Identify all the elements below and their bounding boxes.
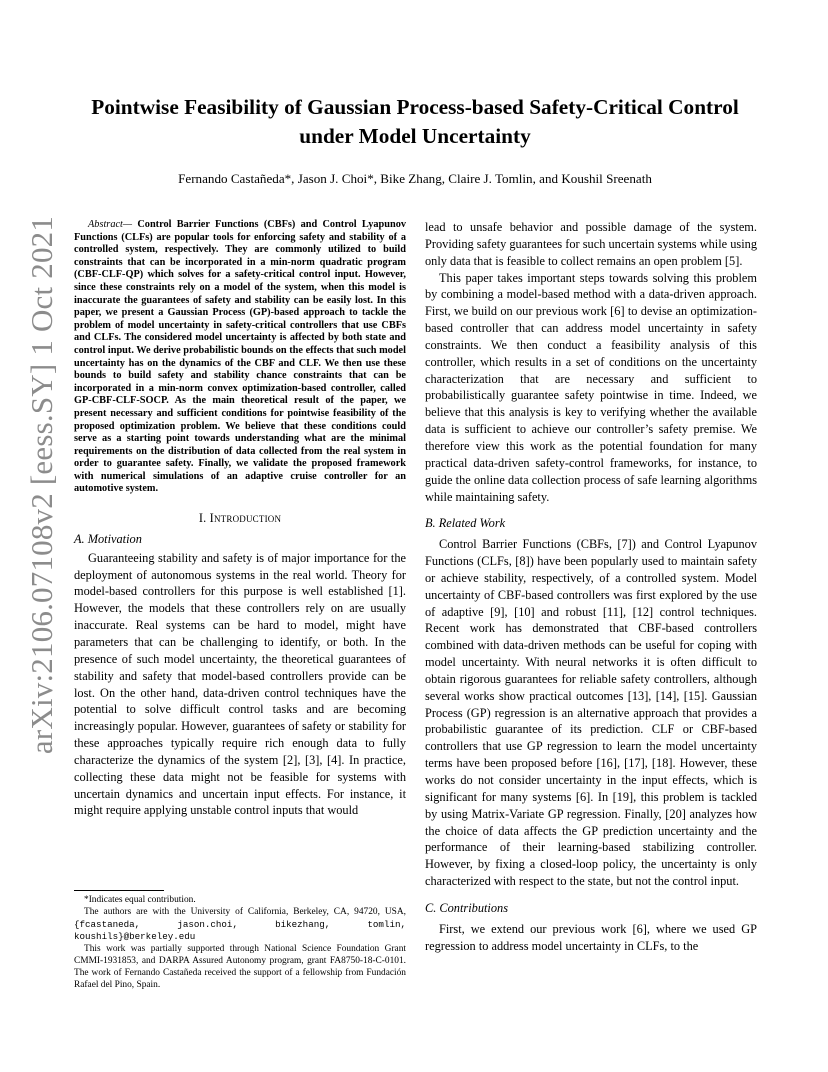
left-column (74, 219, 406, 819)
related-work-paragraph: Control Barrier Functions (CBFs, [7]) and Control Lyapunov Functions (CLFs, [8]) have been popularly used to maintain safety or achieve stability, respectively, of a controlled system. Model uncertainty of CBF-based controllers was first explored by the use of adaptive [9], [10] and robust [11], [12] control techniques. Recent work has demonstrated that CBF-based controllers combined with data-driven methods can be useful for coping with model uncertainty. With neural networks it is often difficult to obtain rigorous guarantees for reliable safety controllers, although several works show practical outcomes [13], [14], [15]. Gaussian Process (GP) regression is an alternative approach that provides a probabilistic guarantee of its prediction. CLF or CBF-based controllers that use GP regression to learn the model uncertainty terms have been proposed before [16], [17], [18]. However, these works do not consider uncertainty in the input effects, which is significant for many systems [6]. In [19], this problem is tackled by using Matrix-Variate GP regression. Finally, [20] analyzes how the choice of data affects the GP prediction uncertainty and the performance of their learning-based stabilizing controller. However, by fixing a closed-loop policy, the uncertainty is only characterized with respect to the state, but not the control input. (425, 537, 757, 889)
affiliation-text: The authors are with the University of California, Berkeley, CA, 94720, USA, (84, 906, 406, 917)
subsection-heading-contributions: C. Contributions (425, 900, 508, 915)
title-line-2: under Model Uncertainty (299, 124, 531, 148)
contributions-paragraph: First, we extend our previous work [6], where we used GP regression to address model uncertainty in CLFs, to the (425, 921, 757, 953)
approach-paragraph: This paper takes important steps towards solving this problem by combining a model-based method with a data-driven approach. First, we build on our previous work [6] to devise an optimization-based controller that can address model uncertainty in safety constraints. We then conduct a feasibility analysis of this controller, which results in a set of conditions on the uncertainty characterization that are necessary and sufficient to probabilistically guarantee safety pointwise in time. Indeed, we believe that this analysis is key to verifying whether the available data is sufficient to achieve our controller’s safety premise. We therefore view this work as the potential foundation for many practical data-driven safety-control frameworks, for instance, to guide the online data collection process of safe learning algorithms while maintaining safety. (425, 270, 757, 504)
paper-title (70, 93, 760, 151)
section-number: I. (198, 511, 210, 526)
footnotes (74, 890, 406, 991)
motivation-paragraph: Guaranteeing stability and safety is of major importance for the deployment of autonomous systems in the real world. Theory for model-based controllers for this purpose is well established [1]. However, the models that these controllers rely on are usually inaccurate. Real systems can be hard to model, might have parameters that can be challenging to identify, or both. In the presence of such model uncertainty, the theoretical guarantees of stability and safety that model-based controllers provide can be lost. On the other hand, data-driven control techniques have the potential to solve difficult control tasks and are becoming increasingly popular. However, guarantees of safety or stability for these approaches typically require rich enough data to fully characterize the dynamics of the system [2], [3], [4]. In practice, collecting these data might not be feasible for systems with uncertain dynamics and uncertain input effects. For instance, it might require applying unstable control inputs that would (74, 550, 406, 818)
footnote-affiliation (74, 907, 406, 944)
author-emails: {fcastaneda, jason.choi, bikezhang, tomlin, koushils}@berkeley.edu (74, 918, 406, 943)
section-heading-introduction (74, 510, 406, 527)
subsection-heading-motivation: A. Motivation (74, 531, 142, 546)
footnote-equal-contribution: *Indicates equal contribution. (84, 895, 196, 905)
abstract-lead: Abstract— (88, 219, 133, 230)
title-line-1: Pointwise Feasibility of Gaussian Process-based Safety-Critical Control (91, 95, 739, 119)
footnote-funding: This work was partially supported through National Science Foundation Grant CMMI-1931853, and DARPA Assured Autonomy program, grant FA8750-18-C-0101. The work of Fernando Castañeda received the support of a fellowship from Fundación Rafael del Pino, Spain. (74, 944, 406, 990)
subsection-heading-related-work: B. Related Work (425, 516, 506, 531)
arxiv-identifier-stamp (22, 215, 62, 755)
motivation-continued-paragraph: lead to unsafe behavior and possible damage of the system. Providing safety guarantees for such uncertain systems while using only data that is feasible to collect remains an open problem [5]. (425, 220, 757, 268)
arxiv-identifier-text: arXiv:2106.07108v2 [eess.SY] 1 Oct 2021 (24, 215, 59, 755)
section-title: Introduction (209, 511, 282, 526)
footnote-rule (74, 890, 164, 891)
author-list: Fernando Castañeda*, Jason J. Choi*, Bike Zhang, Claire J. Tomlin, and Koushil Sreenath (178, 171, 652, 186)
abstract-text: Control Barrier Functions (CBFs) and Control Lyapunov Functions (CLFs) are popular tools for enforcing safety and stability of a controlled system, respectively. They are commonly utilized to build constraints that can be incorporated in a min-norm quadratic program (CBF-CLF-QP) which solves for a safety-critical control input. However, since these constraints rely on a model of the system, when this model is inaccurate the guarantees of safety and stability can be easily lost. In this paper, we present a Gaussian Process (GP)-based approach to tackle the problem of model uncertainty in safety-critical controllers that use CBFs and CLFs. The considered model uncertainty is affected by both state and control input. We derive probabilistic bounds on the effects that such model uncertainty has on the dynamics of the CBF and CLF. We then use these bounds to build safety and stability chance constraints that can be incorporated in a min-norm convex optimization-based controller, called GP-CBF-CLF-SOCP. As the main theoretical result of the paper, we present necessary and sufficient conditions for pointwise feasibility of the proposed optimization problem. We believe that these conditions could serve as a starting point towards understanding what are the minimal requirements on the distribution of data collected from the real system in order to guarantee safety. Finally, we validate the proposed framework with numerical simulations of an adaptive cruise controller for an automotive system. (74, 219, 406, 495)
abstract (74, 219, 406, 496)
right-column (425, 219, 757, 954)
